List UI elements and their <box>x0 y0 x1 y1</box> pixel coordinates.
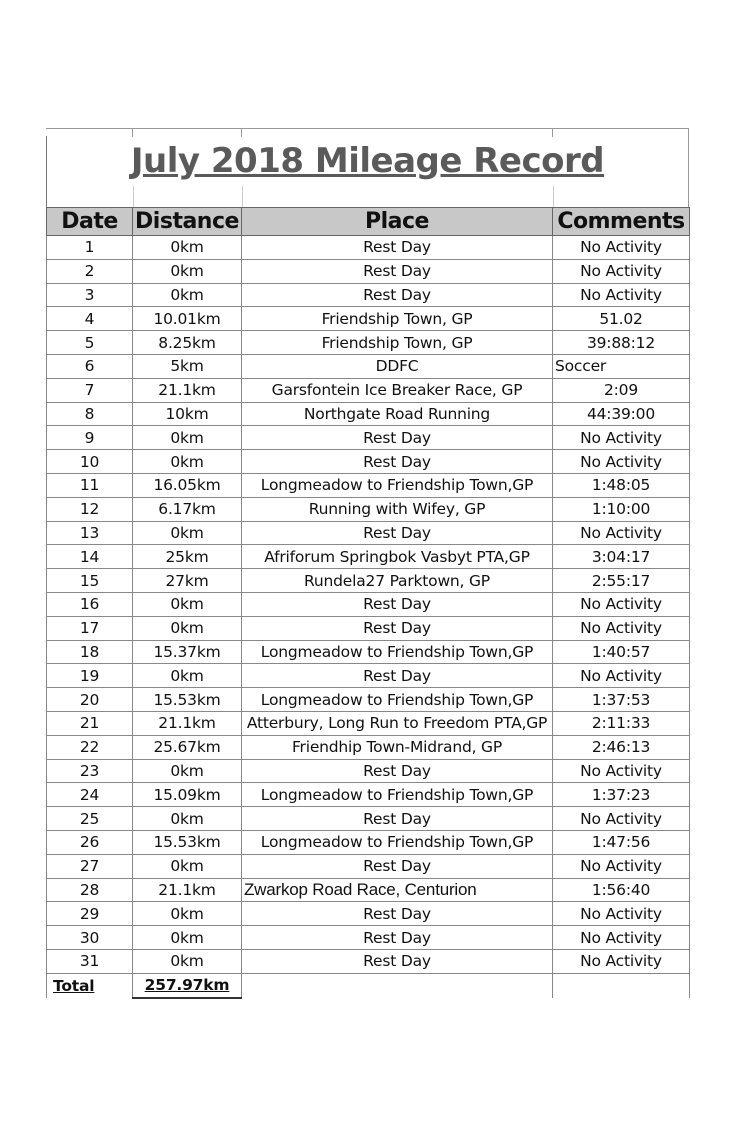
cell-date: 23 <box>47 759 133 783</box>
cell-distance: 15.53km <box>133 688 242 712</box>
cell-comments: No Activity <box>553 521 690 545</box>
cell-place: Rest Day <box>242 283 553 307</box>
blank-row <box>46 186 689 207</box>
cell-distance: 10km <box>133 402 242 426</box>
cell-distance: 8.25km <box>133 331 242 355</box>
cell-comments: No Activity <box>553 259 690 283</box>
table-row <box>47 830 690 854</box>
header-row <box>47 208 690 236</box>
header-place: Place <box>242 208 553 236</box>
cell-date: 31 <box>47 949 133 973</box>
cell-distance: 0km <box>133 283 242 307</box>
table-row <box>47 473 690 497</box>
cell-date: 19 <box>47 664 133 688</box>
cell-place: Rest Day <box>242 450 553 474</box>
cell-distance: 0km <box>133 236 242 260</box>
cell-date: 7 <box>47 378 133 402</box>
cell-distance: 0km <box>133 664 242 688</box>
cell-date: 16 <box>47 592 133 616</box>
cell-comments: 3:04:17 <box>553 545 690 569</box>
cell-comments: 1:40:57 <box>553 640 690 664</box>
cell-date: 22 <box>47 735 133 759</box>
total-comments-empty <box>553 973 690 997</box>
total-label: Total <box>47 973 133 997</box>
cell-date: 27 <box>47 854 133 878</box>
table-row <box>47 307 690 331</box>
cell-place: Running with Wifey, GP <box>242 497 553 521</box>
table-row <box>47 259 690 283</box>
cell-date: 8 <box>47 402 133 426</box>
table-row <box>47 807 690 831</box>
table-row <box>47 283 690 307</box>
header-comments: Comments <box>553 208 690 236</box>
cell-date: 6 <box>47 354 133 378</box>
cell-place: Longmeadow to Friendship Town,GP <box>242 473 553 497</box>
cell-distance: 27km <box>133 569 242 593</box>
cell-distance: 0km <box>133 259 242 283</box>
table-row <box>47 759 690 783</box>
title-row <box>46 136 689 186</box>
table-row <box>47 640 690 664</box>
cell-distance: 10.01km <box>133 307 242 331</box>
cell-distance: 0km <box>133 759 242 783</box>
table-row <box>47 711 690 735</box>
cell-date: 24 <box>47 783 133 807</box>
cell-date: 20 <box>47 688 133 712</box>
table-row <box>47 497 690 521</box>
cell-comments: No Activity <box>553 664 690 688</box>
cell-place: Friendhip Town-Midrand, GP <box>242 735 553 759</box>
cell-date: 21 <box>47 711 133 735</box>
cell-date: 4 <box>47 307 133 331</box>
cell-date: 17 <box>47 616 133 640</box>
page-title: July 2018 Mileage Record <box>130 141 605 181</box>
cell-comments: 1:47:56 <box>553 830 690 854</box>
cell-date: 5 <box>47 331 133 355</box>
cell-place: Rest Day <box>242 949 553 973</box>
cell-comments: No Activity <box>553 926 690 950</box>
cell-date: 12 <box>47 497 133 521</box>
mileage-table <box>46 207 690 999</box>
cell-date: 29 <box>47 902 133 926</box>
cell-place: Rest Day <box>242 616 553 640</box>
cell-date: 10 <box>47 450 133 474</box>
table-row <box>47 616 690 640</box>
cell-place: Friendship Town, GP <box>242 331 553 355</box>
cell-comments: No Activity <box>553 426 690 450</box>
cell-comments: 1:37:23 <box>553 783 690 807</box>
cell-date: 28 <box>47 878 133 902</box>
table-row <box>47 949 690 973</box>
table-row <box>47 735 690 759</box>
cell-comments: 1:48:05 <box>553 473 690 497</box>
cell-date: 25 <box>47 807 133 831</box>
table-row <box>47 688 690 712</box>
cell-date: 18 <box>47 640 133 664</box>
cell-place: Rest Day <box>242 521 553 545</box>
cell-place: Atterbury, Long Run to Freedom PTA,GP <box>242 711 553 735</box>
cell-place: Rest Day <box>242 854 553 878</box>
cell-place: Zwarkop Road Race, Centurion <box>242 878 553 902</box>
cell-comments: 2:46:13 <box>553 735 690 759</box>
cell-comments: No Activity <box>553 450 690 474</box>
cell-comments: 51.02 <box>553 307 690 331</box>
cell-comments: 1:10:00 <box>553 497 690 521</box>
table-row <box>47 569 690 593</box>
cell-date: 2 <box>47 259 133 283</box>
cell-comments: No Activity <box>553 854 690 878</box>
table-row <box>47 902 690 926</box>
table-row <box>47 545 690 569</box>
cell-distance: 0km <box>133 807 242 831</box>
total-distance: 257.97km <box>133 973 242 997</box>
cell-place: Garsfontein Ice Breaker Race, GP <box>242 378 553 402</box>
cell-distance: 5km <box>133 354 242 378</box>
cell-comments: 1:37:53 <box>553 688 690 712</box>
table-row <box>47 521 690 545</box>
cell-comments: No Activity <box>553 807 690 831</box>
cell-place: Rest Day <box>242 259 553 283</box>
cell-comments: 44:39:00 <box>553 402 690 426</box>
cell-distance: 15.53km <box>133 830 242 854</box>
cell-comments: 2:55:17 <box>553 569 690 593</box>
cell-distance: 0km <box>133 926 242 950</box>
cell-distance: 0km <box>133 854 242 878</box>
table-row <box>47 402 690 426</box>
cell-comments: 39:88:12 <box>553 331 690 355</box>
cell-place: Rest Day <box>242 592 553 616</box>
cell-place: Rest Day <box>242 807 553 831</box>
cell-place: Rest Day <box>242 236 553 260</box>
cell-distance: 21.1km <box>133 878 242 902</box>
table-row <box>47 926 690 950</box>
cell-distance: 0km <box>133 521 242 545</box>
cell-place: Rest Day <box>242 926 553 950</box>
cell-distance: 16.05km <box>133 473 242 497</box>
cell-distance: 15.09km <box>133 783 242 807</box>
header-distance: Distance <box>133 208 242 236</box>
cell-place: Afriforum Springbok Vasbyt PTA,GP <box>242 545 553 569</box>
cell-comments: No Activity <box>553 592 690 616</box>
table-row <box>47 354 690 378</box>
cell-date: 30 <box>47 926 133 950</box>
cell-distance: 25.67km <box>133 735 242 759</box>
cell-distance: 0km <box>133 949 242 973</box>
cell-place: Friendship Town, GP <box>242 307 553 331</box>
cell-date: 14 <box>47 545 133 569</box>
cell-distance: 6.17km <box>133 497 242 521</box>
cell-place: Rest Day <box>242 759 553 783</box>
cell-comments: 1:56:40 <box>553 878 690 902</box>
cell-place: Longmeadow to Friendship Town,GP <box>242 688 553 712</box>
total-row <box>47 973 690 997</box>
cell-place: Rest Day <box>242 426 553 450</box>
cell-place: Longmeadow to Friendship Town,GP <box>242 640 553 664</box>
cell-distance: 25km <box>133 545 242 569</box>
header-date: Date <box>47 208 133 236</box>
cell-distance: 15.37km <box>133 640 242 664</box>
cell-comments: 2:11:33 <box>553 711 690 735</box>
cell-comments: No Activity <box>553 759 690 783</box>
table-row <box>47 783 690 807</box>
cell-date: 9 <box>47 426 133 450</box>
cell-date: 11 <box>47 473 133 497</box>
table-row <box>47 331 690 355</box>
cell-date: 26 <box>47 830 133 854</box>
cell-comments: No Activity <box>553 902 690 926</box>
table-row <box>47 664 690 688</box>
cell-place: Northgate Road Running <box>242 402 553 426</box>
cell-comments: Soccer <box>553 354 690 378</box>
cell-distance: 21.1km <box>133 711 242 735</box>
cell-date: 1 <box>47 236 133 260</box>
cell-comments: No Activity <box>553 236 690 260</box>
cell-distance: 0km <box>133 450 242 474</box>
table-row <box>47 878 690 902</box>
table-row <box>47 378 690 402</box>
cell-place: Longmeadow to Friendship Town,GP <box>242 783 553 807</box>
cell-distance: 0km <box>133 616 242 640</box>
table-row <box>47 854 690 878</box>
cell-date: 13 <box>47 521 133 545</box>
cell-place: Rundela27 Parktown, GP <box>242 569 553 593</box>
cell-distance: 21.1km <box>133 378 242 402</box>
table-row <box>47 592 690 616</box>
cell-distance: 0km <box>133 426 242 450</box>
cell-place: Rest Day <box>242 902 553 926</box>
cell-comments: No Activity <box>553 616 690 640</box>
cell-place: DDFC <box>242 354 553 378</box>
table-row <box>47 236 690 260</box>
cell-place: Rest Day <box>242 664 553 688</box>
cell-comments: No Activity <box>553 949 690 973</box>
cell-date: 3 <box>47 283 133 307</box>
cell-comments: No Activity <box>553 283 690 307</box>
table-row <box>47 426 690 450</box>
table-row <box>47 450 690 474</box>
cell-distance: 0km <box>133 592 242 616</box>
total-place-empty <box>242 973 553 997</box>
cell-distance: 0km <box>133 902 242 926</box>
cell-comments: 2:09 <box>553 378 690 402</box>
cell-date: 15 <box>47 569 133 593</box>
cell-place: Longmeadow to Friendship Town,GP <box>242 830 553 854</box>
